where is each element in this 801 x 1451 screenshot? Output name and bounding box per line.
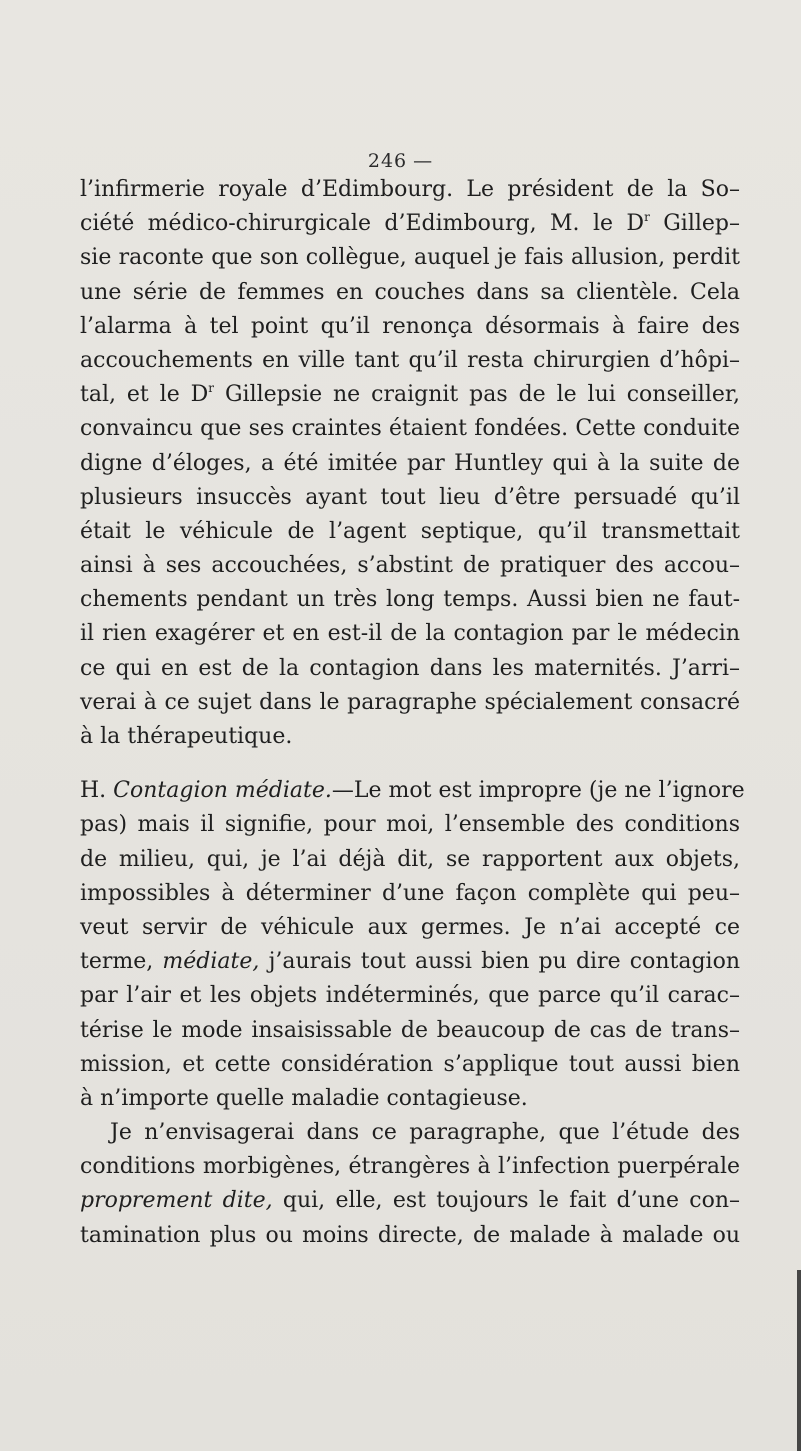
text-line: une série de femmes en couches dans sa clientèle. Cela bbox=[80, 279, 740, 305]
text-fragment: qui, elle, est toujours le fait d’une con– bbox=[272, 1188, 740, 1214]
text-line: accouchements en ville tant qu’il resta chirurgien d’hôpi– bbox=[80, 347, 740, 373]
text-line: mission, et cette considération s’applique tout aussi bien bbox=[80, 1051, 740, 1077]
text-line bbox=[80, 207, 740, 241]
text-line: il rien exagérer et en est-il de la contagion par le médecin bbox=[80, 621, 740, 647]
text-line bbox=[80, 1184, 740, 1218]
text-line: était le véhicule de l’agent septique, qu’il transmettait bbox=[80, 518, 740, 544]
text-line: l’alarma à tel point qu’il renonça désormais à faire des bbox=[80, 313, 740, 339]
text-line: convaincu que ses craintes étaient fondées. Cette conduite bbox=[80, 416, 740, 442]
text-line: veut servir de véhicule aux germes. Je n’ai accepté ce bbox=[80, 914, 740, 940]
body-text bbox=[80, 173, 745, 1253]
text-line: verai à ce sujet dans le paragraphe spécialement consacré bbox=[80, 689, 740, 715]
paragraph-1 bbox=[80, 173, 740, 754]
text-line: conditions morbigènes, étrangères à l’infection puerpérale bbox=[80, 1154, 740, 1180]
section-heading-line bbox=[80, 774, 745, 808]
text-fragment: tal, et le D bbox=[80, 382, 209, 408]
text-fragment: —Le mot est impropre (je ne l’ignore bbox=[331, 778, 745, 804]
text-line: sie raconte que son collègue, auquel je fais allusion, perdit bbox=[80, 245, 740, 271]
text-line: chements pendant un très long temps. Aussi bien ne faut- bbox=[80, 587, 740, 613]
text-line: digne d’éloges, a été imitée par Huntley qui à la suite de bbox=[80, 450, 740, 476]
text-line: à la thérapeutique. bbox=[80, 724, 293, 749]
text-line bbox=[80, 945, 740, 979]
text-line: impossibles à déterminer d’une façon complète qui peu– bbox=[80, 880, 740, 906]
page-number bbox=[0, 150, 801, 172]
text-line: ce qui en est de la contagion dans les maternités. J’arri– bbox=[80, 655, 740, 681]
text-line: l’infirmerie royale d’Edimbourg. Le président de la So– bbox=[80, 177, 740, 202]
text-line: pas) mais il signifie, pour moi, l’ensemble des conditions bbox=[80, 812, 740, 838]
text-line: plusieurs insuccès ayant tout lieu d’être persuadé qu’il bbox=[80, 484, 740, 510]
text-fragment: terme, bbox=[80, 949, 163, 975]
text-line: de milieu, qui, je l’ai déjà dit, se rapportent aux objets, bbox=[80, 846, 740, 872]
page-edge-shadow bbox=[797, 1270, 801, 1451]
text-fragment: ciété médico-chirurgicale d’Edimbourg, M. le D bbox=[80, 211, 645, 237]
page-number-dash: — bbox=[413, 150, 434, 172]
superscript: r bbox=[644, 210, 650, 225]
italic-term: médiate, bbox=[162, 949, 260, 975]
section-title: Contagion médiate. bbox=[113, 778, 332, 804]
text-line: ainsi à ses accouchées, s’abstint de pratiquer des accou– bbox=[80, 553, 740, 579]
paragraph-gap bbox=[80, 754, 740, 774]
text-line: térise le mode insaisissable de beaucoup de cas de trans– bbox=[80, 1017, 740, 1043]
text-fragment: Gillep– bbox=[649, 211, 741, 237]
superscript: r bbox=[208, 381, 215, 396]
text-line: tamination plus ou moins directe, de malade à malade ou bbox=[80, 1222, 740, 1248]
text-line: Je n’envisagerai dans ce paragraphe, que l’étude des bbox=[110, 1120, 740, 1146]
text-line bbox=[80, 378, 740, 412]
text-fragment: j’aurais tout aussi bien pu dire contagion bbox=[259, 949, 741, 975]
paragraph-2 bbox=[80, 774, 745, 1116]
italic-term: proprement dite, bbox=[80, 1188, 273, 1214]
paragraph-3 bbox=[80, 1116, 740, 1253]
text-line: à n’importe quelle maladie contagieuse. bbox=[80, 1085, 528, 1111]
page-number-value: 246 bbox=[367, 150, 408, 172]
section-label: H. bbox=[80, 778, 114, 804]
text-line: par l’air et les objets indéterminés, que parce qu’il carac– bbox=[80, 983, 740, 1009]
text-fragment: Gillepsie ne craignit pas de le lui conseiller, bbox=[214, 382, 740, 408]
